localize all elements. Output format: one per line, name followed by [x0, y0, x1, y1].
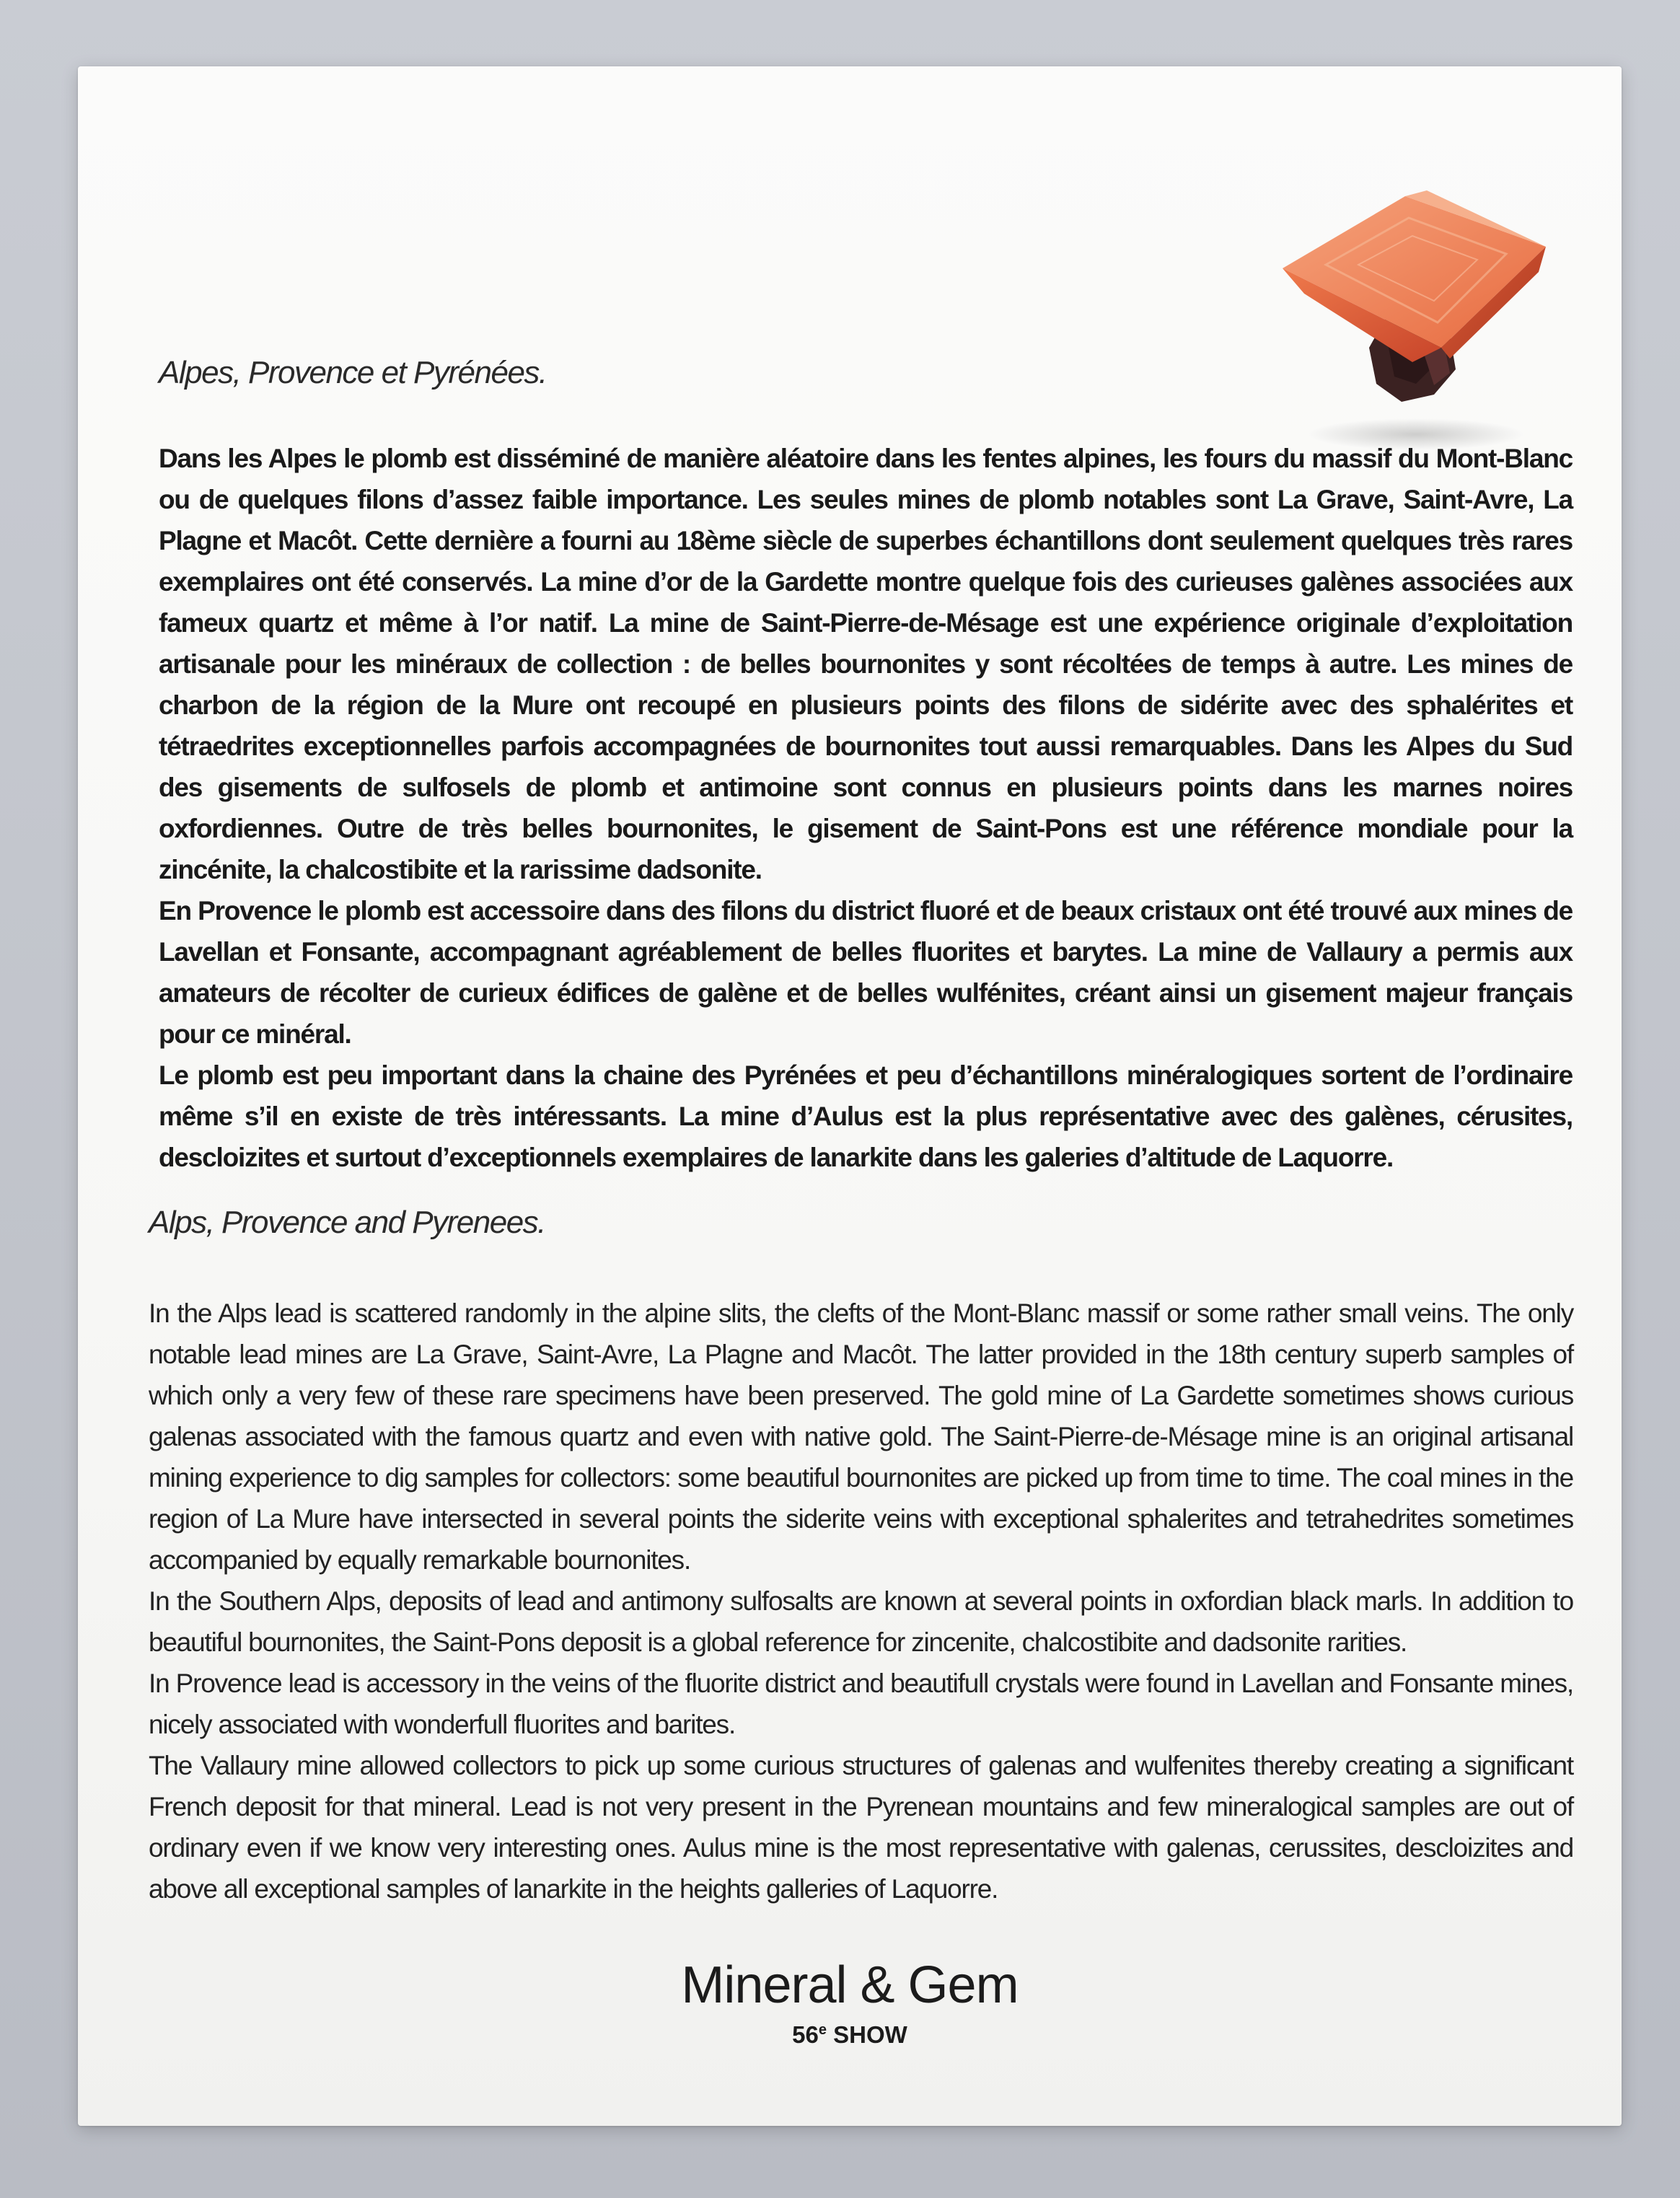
- english-paragraph: The Vallaury mine allowed collectors to pick up some curious structures of galenas and wulfenites thereby creating a significant French deposit for that mineral. Lead is not very present in the Pyrenean mountains and few mineralogical samples are out of ordinary even if we know very interesting ones. Aulus mine is the most representative with galenas, cerussites, descloizites and above all exceptional samples of lanarkite in the heights galleries of Laquorre.: [149, 1751, 1573, 1904]
- french-body-text: [159, 438, 1573, 1178]
- show-number: 56: [792, 2021, 819, 2048]
- english-body-text: [149, 1293, 1573, 1909]
- information-panel: [78, 66, 1622, 2126]
- english-section-title: Alps, Provence and Pyrenees.: [149, 1205, 545, 1240]
- english-paragraph: In the Alps lead is scattered randomly in the alpine slits, the clefts of the Mont-Blanc massif or some rather small veins. The only notable lead mines are La Grave, Saint-Avre, La Plagne and Macôt. The latter provided in the 18th century superb samples of which only a very few of these rare specimens have been preserved. The gold mine of La Gardette sometimes shows curious galenas associated with the famous quartz and even with native gold. The Saint-Pierre-de-Mésage mine is an original artisanal mining experience to dig samples for collectors: some beautiful bournonites are picked up from time to time. The coal mines in the region of La Mure have intersected in several points the siderite veins with exceptional sphalerites and tetrahedrites sometimes accompanied by equally remarkable bournonites.: [149, 1298, 1573, 1575]
- english-paragraph: In Provence lead is accessory in the veins of the fluorite district and beautifull crystals were found in Lavellan and Fonsante mines, nicely associated with wonderfull fluorites and barites.: [149, 1669, 1573, 1739]
- french-paragraph: Dans les Alpes le plomb est disséminé de manière aléatoire dans les fentes alpines, les fours du massif du Mont-Blanc ou de quelques filons d’assez faible importance. Les seules mines de plomb notables sont La Grave, Saint-Avre, La Plagne et Macôt. Cette dernière a fourni au 18ème siècle de superbes échantillons dont seulement quelques très rares exemplaires ont été conservés. La mine d’or de la Gardette montre quelque fois des curieuses galènes associées aux fameux quartz et même à l’or natif. La mine de Saint-Pierre-de-Mésage est une expérience originale d’exploitation artisanale pour les minéraux de collection : de belles bournonites y sont récoltées de temps à autre. Les mines de charbon de la région de la Mure ont recoupé en plusieurs points des filons de sidérite avec des sphalérites et tétraedrites exceptionnelles parfois accompagnées de bournonites tout aussi remarquables. Dans les Alpes du Sud des gisements de sulfosels de plomb et antimoine sont connus en plusieurs points dans les marnes noires oxfordiennes. Outre de très belles bournonites, le gisement de Saint-Pons est une référence mondiale pour la zincénite, la chalcostibite et la rarissime dadsonite.: [159, 444, 1573, 884]
- english-paragraph: In the Southern Alps, deposits of lead and antimony sulfosalts are known at several points in oxfordian black marls. In addition to beautiful bournonites, the Saint-Pons deposit is a global reference for zincenite, chalcostibite and dadsonite rarities.: [149, 1586, 1573, 1657]
- ordinal-superscript: e: [818, 2022, 827, 2038]
- show-logo: [78, 1956, 1622, 2049]
- show-label: SHOW: [827, 2021, 907, 2048]
- logo-subtitle: [78, 2015, 1622, 2049]
- french-paragraph: En Provence le plomb est accessoire dans des filons du district fluoré et de beaux cristaux ont été trouvé aux mines de Lavellan et Fonsante, accompagnant agréablement de belles fluorites et barytes. La mine de Vallaury a permis aux amateurs de récolter de curieux édifices de galène et de belles wulfénites, créant ainsi un gisement majeur français pour ce minéral.: [159, 896, 1573, 1049]
- french-paragraph: Le plomb est peu important dans la chaine des Pyrénées et peu d’échantillons minéralogiques sortent de l’ordinaire même s’il en existe de très intéressants. La mine d’Aulus est la plus représentative avec des galènes, cérusites, descloizites et surtout d’exceptionnels exemplaires de lanarkite dans les galeries d’altitude de Laquorre.: [159, 1060, 1573, 1172]
- logo-title: Mineral & Gem: [681, 1956, 1019, 2014]
- french-section-title: Alpes, Provence et Pyrénées.: [159, 355, 547, 390]
- mineral-specimen-photo: [1261, 131, 1549, 463]
